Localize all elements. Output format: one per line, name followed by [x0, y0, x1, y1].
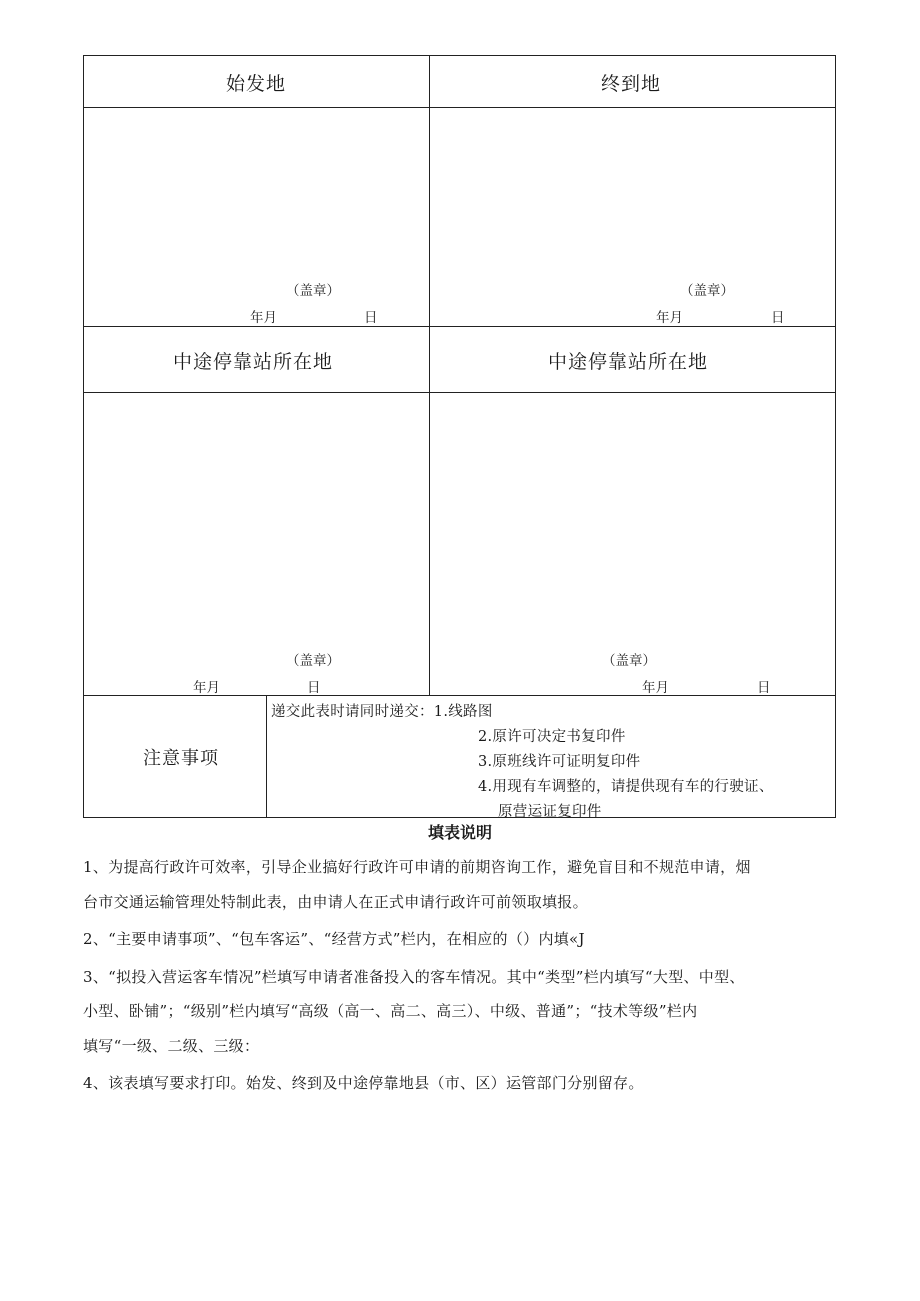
midstop-right-day: 日: [757, 680, 771, 696]
instruction-item-1-line-1: 1、为提高行政许可效率，引导企业搞好行政许可申请的前期咨询工作，避免盲目和不规范申请，烟: [83, 858, 751, 876]
instruction-item-2: 2、“主要申请事项”、“包车客运”、“经营方式”栏内，在相应的（）内填«J: [83, 930, 585, 948]
midstop-left-seal-label: （盖章）: [286, 653, 340, 669]
instruction-item-3-line-3: 填写“一级、二级、三级：: [83, 1037, 260, 1055]
notice-line-2: 2.原许可决定书复印件: [478, 729, 626, 745]
table-border-top: [83, 55, 836, 56]
destination-year-month: 年月: [656, 310, 683, 326]
destination-day: 日: [771, 310, 785, 326]
row-divider-3: [83, 392, 836, 393]
midstop-left-day: 日: [307, 680, 321, 696]
origin-year-month: 年月: [250, 310, 277, 326]
midstop-right-seal-label: （盖章）: [602, 653, 656, 669]
destination-header: 终到地: [601, 73, 662, 95]
midstop-left-year-month: 年月: [193, 680, 220, 696]
row-divider-2: [83, 326, 836, 327]
notice-label: 注意事项: [143, 748, 219, 769]
notice-line-3: 3.原班线许可证明复印件: [478, 754, 641, 770]
notice-line-1: 递交此表时请同时递交：1.线路图: [271, 704, 493, 720]
table-border-left: [83, 55, 84, 818]
instruction-item-3-line-2: 小型、卧铺”；“级别”栏内填写“高级（高一、高二、高三）、中级、普通”；“技术等级”栏内: [83, 1002, 698, 1020]
origin-day: 日: [364, 310, 378, 326]
destination-seal-label: （盖章）: [680, 283, 734, 299]
table-border-bottom: [83, 817, 836, 818]
table-border-right: [835, 55, 836, 818]
instruction-item-1-line-2: 台市交通运输管理处特制此表，由申请人在正式申请行政许可前领取填报。: [83, 893, 588, 911]
row-divider-1: [83, 107, 836, 108]
column-divider-center: [429, 55, 430, 696]
notice-line-4: 4.用现有车调整的，请提供现有车的行驶证、: [478, 779, 774, 795]
origin-seal-label: （盖章）: [286, 283, 340, 299]
origin-header: 始发地: [226, 73, 287, 95]
notice-line-5: 原营运证复印件: [498, 804, 602, 820]
midstop-right-header: 中途停靠站所在地: [548, 351, 709, 373]
column-divider-notice: [266, 695, 267, 818]
midstop-right-year-month: 年月: [642, 680, 669, 696]
instruction-item-3-line-1: 3、“拟投入营运客车情况”栏填写申请者准备投入的客车情况。其中“类型”栏内填写“大型、中型、: [83, 968, 745, 986]
instructions-title: 填表说明: [427, 823, 492, 842]
midstop-left-header: 中途停靠站所在地: [173, 351, 334, 373]
application-form-table: [83, 55, 836, 818]
instruction-item-4: 4、该表填写要求打印。始发、终到及中途停靠地县（市、区）运管部门分别留存。: [83, 1074, 644, 1092]
